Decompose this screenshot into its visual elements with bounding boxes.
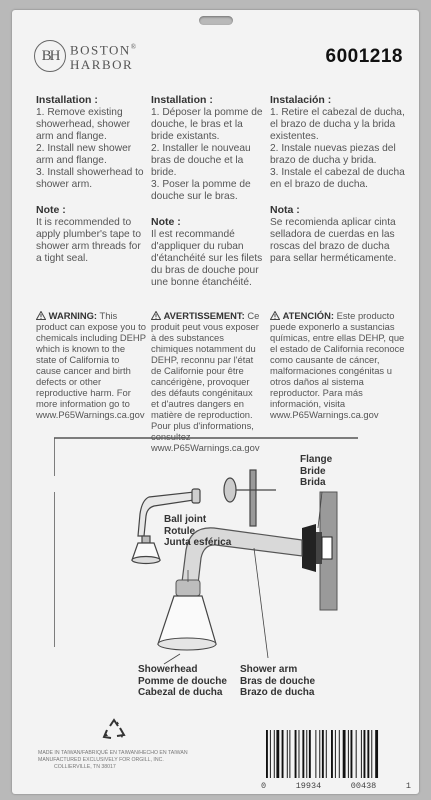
warning-triangle-icon <box>151 311 161 320</box>
warning-triangle-icon <box>270 311 280 320</box>
installation-heading: Installation : <box>36 94 98 106</box>
label-shower-arm-fr: Bras de douche <box>240 675 316 687</box>
installation-heading: Instalación : <box>270 94 332 106</box>
step-2: 2. Install new shower arm and flange. <box>36 143 132 166</box>
label-showerhead-es: Cabezal de ducha <box>138 687 223 698</box>
step-3: 3. Poser la pomme de douche sur le bras. <box>151 179 251 202</box>
barcode-digit-right: 00438 <box>350 781 377 791</box>
note-heading: Note : <box>36 204 66 216</box>
label-shower-arm-es: Brazo de ducha <box>240 687 315 698</box>
warning-spanish <box>270 310 410 420</box>
warning-english <box>36 310 146 420</box>
step-2: 2. Installer le nouveau bras de douche et la bride. <box>151 143 251 178</box>
note-text: Se recomienda aplicar cinta selladora de cuerdas en las roscas del brazo de ducha para sellar herméticamente. <box>270 217 397 264</box>
barcode-digit-left: 19934 <box>295 781 322 791</box>
installation-english <box>36 94 146 265</box>
ball-joint <box>176 580 200 596</box>
small-flange <box>224 470 276 526</box>
label-ball-joint-en: Ball joint <box>164 514 207 525</box>
brand-line1: BOSTON <box>70 42 131 58</box>
label-ball-joint-es: Junta esférica <box>164 537 232 548</box>
fine-print-line-2: MANUFACTURED EXCLUSIVELY FOR ORGILL, INC. <box>38 757 164 763</box>
warning-text: This product can expose you to chemicals including DEHP which is known to the state of California to cause cancer and birth defects or other reproductive harm. For more information go to www.P65Warnings.ca.gov <box>36 310 146 420</box>
warning-title: ATENCIÓN: <box>282 310 334 321</box>
installation-diagram <box>54 432 368 730</box>
step-1: 1. Remove existing showerhead, shower arm and flange. <box>36 107 131 142</box>
label-showerhead-en: Showerhead <box>138 664 198 675</box>
label-showerhead-fr: Pomme de douche <box>138 675 227 687</box>
barcode <box>264 730 404 778</box>
big-showerhead <box>158 596 216 644</box>
label-flange-en: Flange <box>300 454 333 465</box>
registered-mark: ® <box>130 43 138 52</box>
hang-hole <box>199 16 233 25</box>
sku-number: 6001218 <box>325 46 403 67</box>
warning-title: WARNING: <box>48 310 98 321</box>
note-block <box>151 216 263 289</box>
note-text: Il est recommandé d'appliquer du ruban d'étanchéité sur les filets du bras de douche pour une bonne étanchéité. <box>151 229 263 288</box>
installation-steps <box>270 107 410 191</box>
recycle-icon <box>102 718 126 742</box>
note-heading: Nota : <box>270 204 300 216</box>
label-flange-fr: Bride <box>300 465 326 477</box>
step-2: 2. Instale nuevas piezas del brazo de ducha y brida. <box>270 143 396 166</box>
barcode-digit-system: 0 <box>261 781 267 791</box>
label-shower-arm-en: Shower arm <box>240 664 298 675</box>
label-showerhead <box>138 664 227 699</box>
barcode-digits <box>261 781 411 791</box>
brand-name <box>70 40 138 71</box>
installation-spanish <box>270 94 410 265</box>
note-block <box>36 204 146 265</box>
warning-text: Este producto puede exponerlo a sustancias químicas, entre ellas DEHP, que el estado de California reconoce como causante de cáncer, malformaciones congénitas u otros daños al sistema reproductor. Para más información, visita www.P65Warnings.ca.gov <box>270 310 405 420</box>
barcode-digit-check: 1 <box>405 781 411 791</box>
note-text: It is recommended to apply plumber's tape to shower arm threads for a tight seal. <box>36 217 142 264</box>
installation-heading: Installation : <box>151 94 213 106</box>
step-1: 1. Déposer la pomme de douche, le bras et la bride existants. <box>151 107 263 142</box>
big-flange <box>302 524 316 572</box>
packaging-card <box>12 10 419 794</box>
brand-logo <box>34 40 138 72</box>
step-1: 1. Retire el cabezal de ducha, el brazo de ducha y la brida existentes. <box>270 107 405 142</box>
warning-title: AVERTISSEMENT: <box>163 310 245 321</box>
fine-print-line-3: COLLIERVILLE, TN 38017 <box>54 764 116 770</box>
installation-french <box>151 94 263 289</box>
warning-triangle-icon <box>36 311 46 320</box>
installation-steps <box>151 107 263 203</box>
warning-text: Ce produit peut vous exposer à des substances chimiques notamment du DEHP, reconnu par l'état de Californie pour être cancérigène, provoquer des défauts congénitaux et d'autres dangers en matière de reproduction. Pour plus d'informations, consultez www.P65Warnings.ca.gov <box>151 310 260 453</box>
label-flange <box>300 454 332 489</box>
label-flange-es: Brida <box>300 477 326 488</box>
fine-print-line-1: MADE IN TAIWAN/FABRIQUÉ EN TAIWAN/HECHO EN TAIWAN <box>38 750 188 756</box>
label-ball-joint-fr: Rotule <box>164 525 196 537</box>
brand-line2: HARBOR <box>70 56 134 72</box>
note-heading: Note : <box>151 216 181 228</box>
note-block <box>270 204 410 265</box>
label-ball-joint <box>164 514 231 549</box>
label-shower-arm <box>240 664 315 699</box>
fine-print <box>38 750 188 771</box>
step-3: 3. Instale el cabezal de ducha en el brazo de ducha. <box>270 167 405 190</box>
brand-monogram: BH <box>34 40 66 72</box>
installation-steps <box>36 107 146 191</box>
step-3: 3. Install showerhead to shower arm. <box>36 167 144 190</box>
